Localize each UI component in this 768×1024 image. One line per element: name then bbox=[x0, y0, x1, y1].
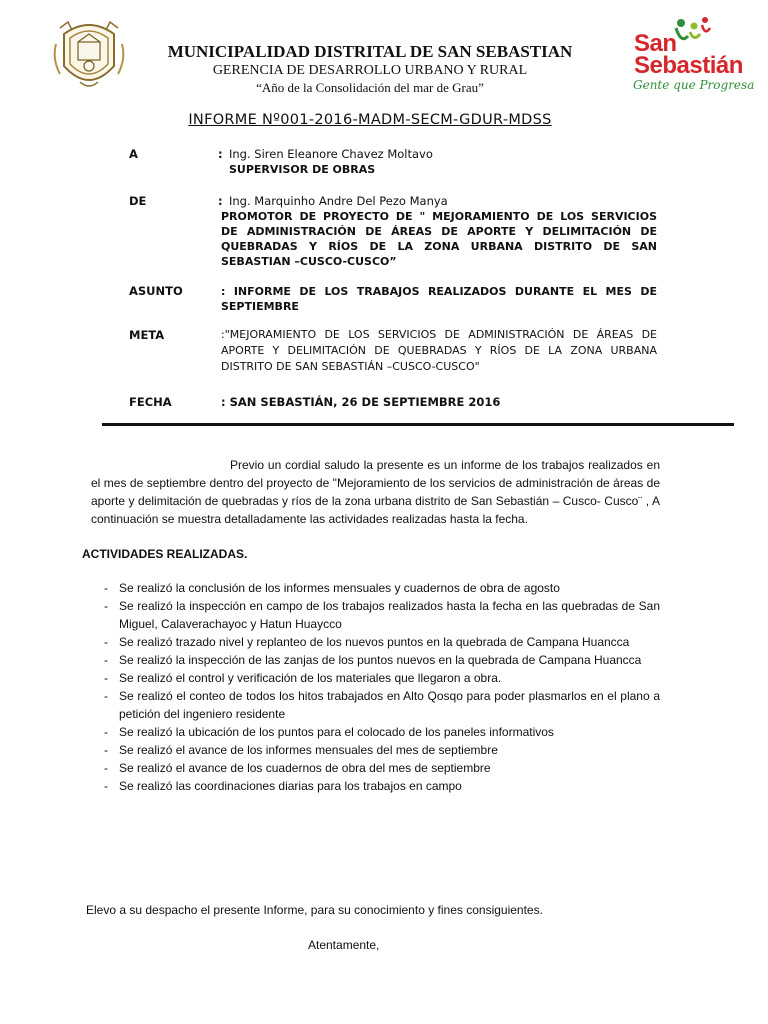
list-item: - Se realizó el control y verificación de los materiales que llegaron a obra. bbox=[104, 671, 502, 685]
field-a-label: A bbox=[129, 147, 138, 161]
field-meta-line: DISTRITO DE SAN SEBASTIÁN –CUSCO-CUSCO" bbox=[221, 360, 480, 373]
field-de-role-line: PROMOTOR DE PROYECTO DE " MEJORAMIENTO DE LOS SERVICIOS bbox=[221, 210, 657, 223]
brand-name-line1: San bbox=[634, 30, 677, 57]
year-motto: “Año de la Consolidación del mar de Grau” bbox=[256, 80, 484, 95]
field-fecha-value: : SAN SEBASTIÁN, 26 DE SEPTIEMBRE 2016 bbox=[221, 395, 501, 409]
list-item: - Se realizó la inspección de las zanjas de los puntos nuevos en la quebrada de Campana Huancca bbox=[104, 653, 642, 667]
brand-slogan: Gente que Progresa bbox=[633, 78, 755, 92]
field-a-value: Ing. Siren Eleanore Chavez Moltavo bbox=[229, 147, 433, 161]
report-title: INFORME Nº001-2016-MADM-SECM-GDUR-MDSS bbox=[188, 112, 552, 128]
field-asunto-line: SEPTIEMBRE bbox=[221, 300, 299, 313]
header-divider bbox=[102, 423, 734, 426]
activities-list bbox=[104, 579, 660, 795]
list-item: - Se realizó las coordinaciones diarias para los trabajos en campo bbox=[104, 779, 462, 793]
field-de-role-line: DE ADMINISTRACIÓN DE ÁREAS DE APORTE Y DELIMITACIÓN DE bbox=[221, 225, 657, 238]
institution-name: MUNICIPALIDAD DISTRITAL DE SAN SEBASTIAN bbox=[167, 42, 573, 61]
list-item: - Se realizó el conteo de todos los hitos trabajados en Alto Qosqo para poder plasmarlos en el plano a petición del ingeniero residente bbox=[104, 689, 660, 721]
field-a-role: SUPERVISOR DE OBRAS bbox=[229, 163, 376, 176]
list-item: - Se realizó el avance de los informes mensuales del mes de septiembre bbox=[104, 743, 498, 757]
field-de-role-line: SEBASTIAN –CUSCO-CUSCO” bbox=[221, 255, 397, 268]
intro-text: Previo un cordial saludo la presente es un informe de los trabajos realizados en el mes de septiembre dentro del proyecto de "Mejoramiento de los servicios de administración de áreas de aporte y delimitación de quebradas y ríos de la zona urbana distrito de San Sebastián – Cusco- Cusco¨ , A continuación se muestra detalladamente las actividades realizadas hasta la fecha. bbox=[91, 458, 660, 526]
field-de-role-line: QUEBRADAS Y RÍOS DE LA ZONA URBANA DISTRITO DE SAN bbox=[221, 240, 657, 253]
field-meta-line: APORTE Y DELIMITACIÓN DE QUEBRADAS Y RÍOS DE LA ZONA URBANA bbox=[221, 344, 657, 357]
field-fecha-label: FECHA bbox=[129, 395, 172, 409]
intro-paragraph bbox=[91, 456, 660, 528]
field-asunto-label: ASUNTO bbox=[129, 284, 183, 298]
field-de-colon: : bbox=[218, 194, 223, 208]
list-item: - Se realizó la inspección en campo de los trabajos realizados hasta la fecha en las quebradas de San Miguel, Calaverachayoc y Hatun Huaycco bbox=[104, 599, 660, 631]
closing-sentence: Elevo a su despacho el presente Informe, para su conocimiento y fines consiguientes. bbox=[86, 903, 543, 917]
field-meta-line: :"MEJORAMIENTO DE LOS SERVICIOS DE ADMINISTRACIÓN DE ÁREAS DE bbox=[221, 328, 657, 341]
brand-figures-icon bbox=[672, 14, 712, 48]
list-item: - Se realizó el avance de los cuadernos de obra del mes de septiembre bbox=[104, 761, 491, 775]
field-a-colon: : bbox=[218, 147, 223, 161]
field-de-label: DE bbox=[129, 194, 147, 208]
department-name: GERENCIA DE DESARROLLO URBANO Y RURAL bbox=[212, 63, 528, 78]
brand-name-line2: Sebastián bbox=[634, 52, 743, 79]
list-item: - Se realizó la conclusión de los informes mensuales y cuadernos de obra de agosto bbox=[104, 581, 560, 595]
list-item: - Se realizó trazado nivel y replanteo de los nuevos puntos en la quebrada de Campana Huancca bbox=[104, 635, 630, 649]
field-meta-label: META bbox=[129, 328, 165, 342]
field-asunto-line: : INFORME DE LOS TRABAJOS REALIZADOS DURANTE EL MES DE bbox=[221, 285, 657, 298]
list-item: - Se realizó la ubicación de los puntos para el colocado de los paneles informativos bbox=[104, 725, 554, 739]
signoff: Atentamente, bbox=[308, 938, 380, 952]
field-de-value: Ing. Marquinho Andre Del Pezo Manya bbox=[229, 194, 448, 208]
activities-title: ACTIVIDADES REALIZADAS. bbox=[82, 547, 248, 561]
